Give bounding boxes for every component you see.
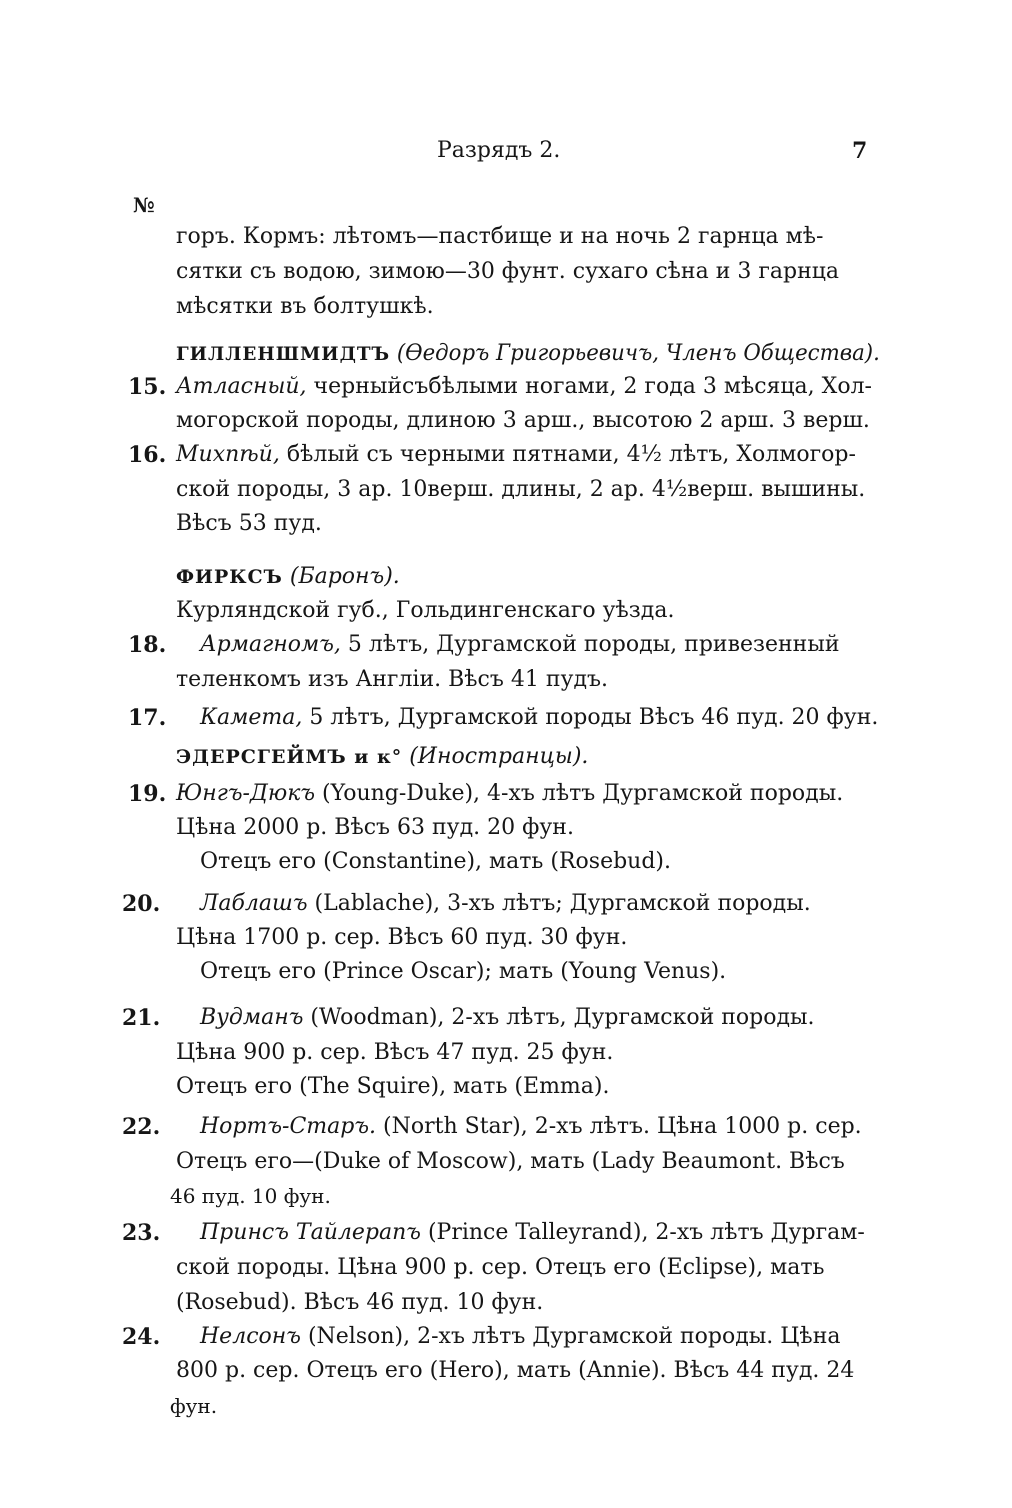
entry-text: бѣлый съ черными пятнами, 4½ лѣтъ, Холмогор- bbox=[286, 442, 856, 467]
entry-line: 800 р. сер. Отецъ его (Hero), мать (Annie). Вѣсъ 44 пуд. 24 bbox=[176, 1358, 855, 1383]
entry-line: (Rosebud). Вѣсъ 46 пуд. 10 фун. bbox=[176, 1290, 544, 1315]
animal-name: Михпѣй, bbox=[176, 442, 280, 467]
animal-name: Армагномъ, bbox=[200, 632, 341, 657]
exhibitor-heading bbox=[176, 746, 588, 768]
entry-line: Отецъ его (Prince Oscar); мать (Young Venus). bbox=[200, 959, 727, 984]
entry-text: 5 лѣтъ, Дургамской породы Вѣсъ 46 пуд. 20 фун. bbox=[309, 705, 879, 730]
exhibitor-note: (Иностранцы). bbox=[409, 744, 589, 769]
entry-text: 5 лѣтъ, Дургамской породы, привезенный bbox=[347, 632, 840, 657]
entry-line: Отецъ его (The Squire), мать (Emma). bbox=[176, 1074, 610, 1099]
animal-name: Камета, bbox=[200, 705, 303, 730]
entry-line bbox=[200, 1326, 840, 1348]
entry-line bbox=[200, 634, 840, 656]
entry-number: 15. bbox=[128, 374, 167, 400]
entry-line: Вѣсъ 53 пуд. bbox=[176, 511, 322, 536]
entry-line: теленкомъ изъ Англіи. Вѣсъ 41 пудъ. bbox=[176, 667, 608, 692]
animal-name: Атласный, bbox=[176, 374, 307, 399]
entry-line bbox=[200, 707, 878, 729]
entry-number: 18. bbox=[128, 632, 167, 658]
entry-text: (Woodman), 2-хъ лѣтъ, Дургамской породы. bbox=[310, 1005, 815, 1030]
entry-line bbox=[200, 1222, 865, 1244]
entry-text: (North Star), 2-хъ лѣтъ. Цѣна 1000 р. сер. bbox=[383, 1114, 862, 1139]
entry-number: 20. bbox=[122, 891, 161, 917]
text-line: мѣсятки въ болтушкѣ. bbox=[176, 294, 434, 319]
number-sign: № bbox=[133, 193, 155, 217]
entry-text: (Young-Duke), 4-хъ лѣтъ Дургамской породы. bbox=[322, 781, 844, 806]
entry-line: Цѣна 900 р. сер. Вѣсъ 47 пуд. 25 фун. bbox=[176, 1040, 614, 1065]
entry-number: 23. bbox=[122, 1220, 161, 1246]
entry-number: 22. bbox=[122, 1114, 161, 1140]
animal-name: Лаблашъ bbox=[200, 891, 308, 916]
exhibitor-heading bbox=[176, 566, 400, 588]
entry-line bbox=[200, 1116, 862, 1138]
entry-line: могорской породы, длиною 3 арш., высотою 2 арш. 3 верш. bbox=[176, 408, 870, 433]
entry-number: 19. bbox=[128, 781, 167, 807]
entry-line: 46 пуд. 10 фун. bbox=[170, 1184, 331, 1208]
exhibitor-name: ФИРКСЪ bbox=[176, 566, 283, 588]
entry-text: (Prince Talleyrand), 2-хъ лѣтъ Дургам- bbox=[427, 1220, 865, 1245]
running-title: Разрядъ 2. bbox=[437, 138, 561, 163]
entry-text: (Lablache), 3-хъ лѣтъ; Дургамской породы. bbox=[314, 891, 811, 916]
animal-name: Нелсонъ bbox=[200, 1324, 301, 1349]
entry-text: (Nelson), 2-хъ лѣтъ Дургамской породы. Цѣна bbox=[307, 1324, 841, 1349]
animal-name: Принсъ Тайлерапъ bbox=[200, 1220, 421, 1245]
entry-line bbox=[176, 376, 872, 398]
entry-line bbox=[176, 783, 843, 805]
animal-name: Нортъ-Старъ. bbox=[200, 1114, 377, 1139]
exhibitor-location: Курляндской губ., Гольдингенскаго уѣзда. bbox=[176, 598, 675, 623]
exhibitor-heading bbox=[176, 343, 880, 365]
entry-line: фун. bbox=[170, 1394, 218, 1418]
text-line: горъ. Кормъ: лѣтомъ—пастбище и на ночь 2 гарнца мѣ- bbox=[176, 224, 824, 249]
entry-number: 21. bbox=[122, 1005, 161, 1031]
exhibitor-name: ГИЛЛЕНШМИДТЪ bbox=[176, 343, 391, 365]
entry-line: Отецъ его—(Duke of Moscow), мать (Lady Beaumont. Вѣсъ bbox=[176, 1149, 845, 1174]
animal-name: Вудманъ bbox=[200, 1005, 304, 1030]
page-number: 7 bbox=[852, 138, 868, 164]
entry-line bbox=[200, 893, 811, 915]
text-line: сятки съ водою, зимою—30 фунт. сухаго сѣна и 3 гарнца bbox=[176, 259, 840, 284]
exhibitor-note: (Ѳедоръ Григорьевичъ, Членъ Общества). bbox=[396, 341, 880, 366]
entry-number: 24. bbox=[122, 1324, 161, 1350]
exhibitor-name: ЭДЕРСГЕЙМЪ и к° bbox=[176, 746, 403, 768]
entry-text: черныйсъбѣлыми ногами, 2 года 3 мѣсяца, Хол- bbox=[313, 374, 872, 399]
entry-number: 16. bbox=[128, 442, 167, 468]
entry-line: ской породы. Цѣна 900 р. сер. Отецъ его (Eclipse), мать bbox=[176, 1255, 825, 1280]
entry-line: Цѣна 2000 р. Вѣсъ 63 пуд. 20 фун. bbox=[176, 815, 574, 840]
entry-line bbox=[176, 444, 856, 466]
entry-line: Отецъ его (Constantine), мать (Rosebud). bbox=[200, 849, 672, 874]
animal-name: Юнгъ-Дюкъ bbox=[176, 781, 316, 806]
entry-line: Цѣна 1700 р. сер. Вѣсъ 60 пуд. 30 фун. bbox=[176, 925, 628, 950]
exhibitor-note: (Баронъ). bbox=[289, 564, 400, 589]
entry-line bbox=[200, 1007, 815, 1029]
entry-line: ской породы, 3 ар. 10верш. длины, 2 ар. 4½верш. вышины. bbox=[176, 477, 866, 502]
entry-number: 17. bbox=[128, 705, 167, 731]
